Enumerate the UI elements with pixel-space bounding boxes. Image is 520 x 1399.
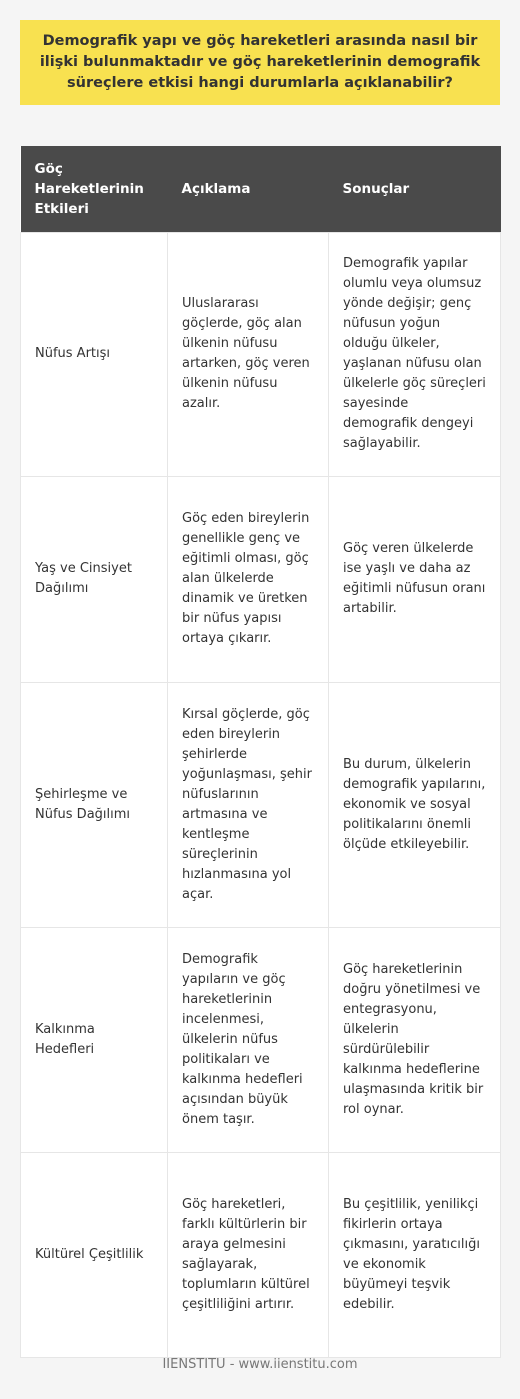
result-cell: Bu çeşitlilik, yenilikçi fikirlerin ortaya çıkmasını, yaratıcılığı ve ekonomik büyümeyi teşvik edebilir. xyxy=(329,1152,501,1357)
effect-cell: Yaş ve Cinsiyet Dağılımı xyxy=(21,476,168,682)
result-cell: Göç hareketlerinin doğru yönetilmesi ve entegrasyonu, ülkelerin sürdürülebilir kalkınma hedeflerine ulaşmasında kritik bir rol oynar. xyxy=(329,927,501,1152)
description-cell: Uluslararası göçlerde, göç alan ülkenin nüfusu artarken, göç veren ülkenin nüfusu azalır. xyxy=(168,232,329,476)
table-row xyxy=(21,476,501,682)
effect-cell: Kültürel Çeşitlilik xyxy=(21,1152,168,1357)
result-cell: Göç veren ülkelerde ise yaşlı ve daha az eğitimli nüfusun oranı artabilir. xyxy=(329,476,501,682)
description-cell: Kırsal göçlerde, göç eden bireylerin şehirlerde yoğunlaşması, şehir nüfuslarının artmasına ve kentleşme süreçlerinin hızlanmasına yol açar. xyxy=(168,682,329,927)
result-cell: Demografik yapılar olumlu veya olumsuz yönde değişir; genç nüfusun yoğun olduğu ülkeler, yaşlanan nüfusu olan ülkelerle göç süreçleri sayesinde demografik dengeyi sağlayabilir. xyxy=(329,232,501,476)
effect-cell: Şehirleşme ve Nüfus Dağılımı xyxy=(21,682,168,927)
description-cell: Göç eden bireylerin genellikle genç ve eğitimli olması, göç alan ülkelerde dinamik ve üretken bir nüfus yapısı ortaya çıkarır. xyxy=(168,476,329,682)
table-row xyxy=(21,927,501,1152)
description-cell: Göç hareketleri, farklı kültürlerin bir araya gelmesini sağlayarak, toplumların kültürel çeşitliliğini artırır. xyxy=(168,1152,329,1357)
footer-credit: IIENSTITU - www.iienstitu.com xyxy=(162,1357,358,1372)
header-description: Açıklama xyxy=(168,146,329,232)
result-cell: Bu durum, ülkelerin demografik yapılarını, ekonomik ve sosyal politikalarını önemli ölçüde etkileyebilir. xyxy=(329,682,501,927)
table-row xyxy=(21,1152,501,1357)
table-header-row xyxy=(21,146,501,232)
effects-table xyxy=(20,146,501,1358)
question-title: Demografik yapı ve göç hareketleri arasında nasıl bir ilişki bulunmaktadır ve göç hareketlerinin demografik süreçlere etkisi hangi durumlarla açıklanabilir? xyxy=(39,33,481,91)
header-effects: Göç Hareketlerinin Etkileri xyxy=(21,146,168,232)
table-row xyxy=(21,682,501,927)
effect-cell: Nüfus Artışı xyxy=(21,232,168,476)
effect-cell: Kalkınma Hedefleri xyxy=(21,927,168,1152)
header-results: Sonuçlar xyxy=(329,146,501,232)
description-cell: Demografik yapıların ve göç hareketlerinin incelenmesi, ülkelerin nüfus politikaları ve kalkınma hedefleri açısından büyük önem taşır. xyxy=(168,927,329,1152)
table-row xyxy=(21,232,501,476)
question-banner xyxy=(20,20,500,105)
